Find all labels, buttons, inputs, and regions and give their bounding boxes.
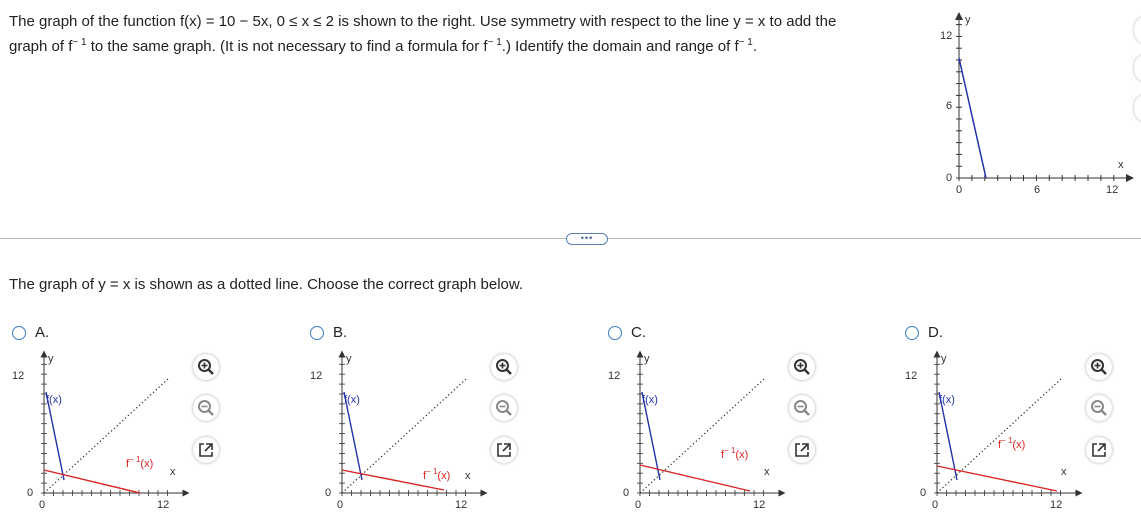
q-text-a: graph of f bbox=[9, 38, 73, 55]
y-axis-label: y bbox=[48, 353, 54, 365]
q-text-d: . bbox=[752, 38, 757, 55]
option-a[interactable] bbox=[10, 326, 230, 526]
y-tick-6: 6 bbox=[946, 100, 953, 112]
q-sup-2: − 1 bbox=[487, 37, 502, 48]
finv-sup: − 1 bbox=[1001, 436, 1013, 445]
zoom-out-icon bbox=[193, 395, 219, 421]
zoom-out-button[interactable] bbox=[491, 395, 517, 421]
popout-icon bbox=[1086, 437, 1112, 463]
side-control-2[interactable] bbox=[1134, 55, 1141, 81]
finv-base: f bbox=[721, 449, 725, 461]
f-label: f(x) bbox=[344, 394, 360, 406]
f-label: f(x) bbox=[642, 394, 658, 406]
y-axis-label: y bbox=[346, 353, 352, 365]
zoom-out-button[interactable] bbox=[789, 395, 815, 421]
choose-prompt: The graph of y = x is shown as a dotted line. Choose the correct graph below. bbox=[9, 276, 524, 293]
finv-label bbox=[998, 436, 1025, 451]
option-letter: C. bbox=[631, 324, 646, 341]
x-axis-label: x bbox=[170, 466, 176, 478]
y-axis-label: y bbox=[644, 353, 650, 365]
option-graph bbox=[308, 348, 493, 516]
zoom-out-button[interactable] bbox=[1086, 395, 1112, 421]
question-line-2 bbox=[9, 34, 909, 59]
popout-button[interactable] bbox=[193, 437, 219, 463]
finv-base: f bbox=[126, 458, 130, 470]
popout-button[interactable] bbox=[789, 437, 815, 463]
x-tick-12: 12 bbox=[455, 499, 468, 511]
popout-button[interactable] bbox=[491, 437, 517, 463]
x-tick-12: 12 bbox=[157, 499, 170, 511]
y-tick-0: 0 bbox=[623, 487, 630, 499]
x-tick-0: 0 bbox=[39, 499, 46, 511]
side-control-3[interactable] bbox=[1134, 95, 1141, 121]
zoom-in-button[interactable] bbox=[789, 354, 815, 380]
y-tick-12: 12 bbox=[608, 370, 621, 382]
finv-label bbox=[126, 455, 153, 470]
zoom-out-icon bbox=[491, 395, 517, 421]
option-letter: D. bbox=[928, 324, 943, 341]
option-radio[interactable] bbox=[310, 326, 324, 340]
x-tick-12: 12 bbox=[753, 499, 766, 511]
q-sup-1: − 1 bbox=[72, 37, 87, 48]
popout-icon bbox=[789, 437, 815, 463]
q-text-b: to the same graph. (It is not necessary to find a formula for f bbox=[86, 38, 488, 55]
y-tick-0: 0 bbox=[325, 487, 332, 499]
q-sup-3: − 1 bbox=[738, 37, 753, 48]
option-graph bbox=[10, 348, 195, 516]
zoom-in-button[interactable] bbox=[193, 354, 219, 380]
x-tick-0: 0 bbox=[956, 184, 963, 196]
x-axis-label: x bbox=[1118, 159, 1124, 171]
f-label: f(x) bbox=[46, 394, 62, 406]
option-letter: B. bbox=[333, 324, 348, 341]
finv-tail: (x) bbox=[140, 458, 154, 470]
f-label: f(x) bbox=[939, 394, 955, 406]
finv-base: f bbox=[998, 439, 1002, 451]
option-radio[interactable] bbox=[12, 326, 26, 340]
x-tick-6: 6 bbox=[1034, 184, 1041, 196]
finv-tail: (x) bbox=[1012, 439, 1026, 451]
zoom-in-icon bbox=[491, 354, 517, 380]
finv-tail: (x) bbox=[437, 470, 451, 482]
x-tick-12: 12 bbox=[1050, 499, 1063, 511]
zoom-in-icon bbox=[789, 354, 815, 380]
y-tick-12: 12 bbox=[905, 370, 918, 382]
zoom-out-icon bbox=[789, 395, 815, 421]
y-tick-12: 12 bbox=[940, 30, 953, 42]
finv-sup: − 1 bbox=[426, 467, 438, 476]
zoom-in-icon bbox=[193, 354, 219, 380]
y-axis-label: y bbox=[965, 14, 971, 26]
zoom-in-icon bbox=[1086, 354, 1112, 380]
y-tick-12: 12 bbox=[310, 370, 323, 382]
zoom-in-button[interactable] bbox=[491, 354, 517, 380]
f-line bbox=[959, 58, 986, 178]
zoom-out-button[interactable] bbox=[193, 395, 219, 421]
option-radio[interactable] bbox=[905, 326, 919, 340]
finv-label bbox=[423, 467, 450, 482]
option-letter: A. bbox=[35, 324, 50, 341]
y-tick-0: 0 bbox=[27, 487, 34, 499]
finv-line bbox=[937, 466, 1057, 491]
y-tick-0: 0 bbox=[920, 487, 927, 499]
finv-sup: − 1 bbox=[724, 446, 736, 455]
function-graph bbox=[920, 8, 1135, 198]
finv-line bbox=[640, 465, 750, 491]
finv-tail: (x) bbox=[735, 449, 749, 461]
finv-line bbox=[44, 470, 140, 493]
zoom-out-icon bbox=[1086, 395, 1112, 421]
popout-button[interactable] bbox=[1086, 437, 1112, 463]
y-tick-0: 0 bbox=[946, 172, 953, 184]
question-line-1: The graph of the function f(x) = 10 − 5x, 0 ≤ x ≤ 2 is shown to the right. Use symmetry with respect to the line y = x to add the bbox=[9, 13, 837, 30]
x-axis-label: x bbox=[764, 466, 770, 478]
x-axis-label: x bbox=[465, 470, 471, 482]
finv-base: f bbox=[423, 470, 427, 482]
finv-sup: − 1 bbox=[129, 455, 141, 464]
q-text-c: .) Identify the domain and range of f bbox=[501, 38, 739, 55]
y-tick-12: 12 bbox=[12, 370, 25, 382]
option-d[interactable] bbox=[903, 326, 1123, 526]
zoom-in-button[interactable] bbox=[1086, 354, 1112, 380]
option-b[interactable] bbox=[308, 326, 528, 526]
side-control-1[interactable] bbox=[1134, 17, 1141, 43]
y-axis-label: y bbox=[941, 353, 947, 365]
x-axis-label: x bbox=[1061, 466, 1067, 478]
x-tick-12: 12 bbox=[1106, 184, 1119, 196]
option-graph bbox=[606, 348, 791, 516]
option-c[interactable] bbox=[606, 326, 826, 526]
popout-icon bbox=[193, 437, 219, 463]
x-tick-0: 0 bbox=[337, 499, 344, 511]
x-tick-0: 0 bbox=[635, 499, 642, 511]
popout-icon bbox=[491, 437, 517, 463]
finv-label bbox=[721, 446, 748, 461]
option-graph bbox=[903, 348, 1088, 516]
question-text bbox=[9, 9, 909, 59]
option-radio[interactable] bbox=[608, 326, 622, 340]
more-button[interactable]: ••• bbox=[566, 233, 608, 245]
x-tick-0: 0 bbox=[932, 499, 939, 511]
